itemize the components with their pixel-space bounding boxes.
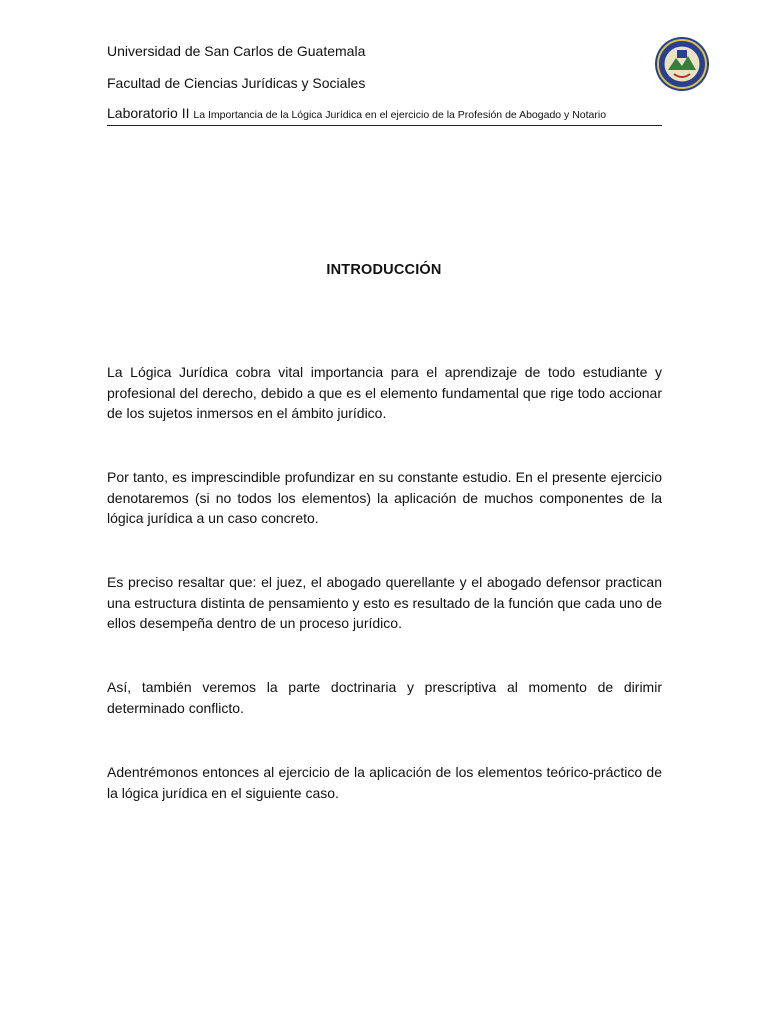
- lab-heading: [107, 104, 662, 126]
- lab-label: Laboratorio II: [107, 105, 190, 121]
- lab-subtitle: La Importancia de la Lógica Jurídica en el ejercicio de la Profesión de Abogado y Notario: [193, 109, 607, 121]
- paragraph: La Lógica Jurídica cobra vital importancia para el aprendizaje de todo estudiante y profesional del derecho, debido a que es el elemento fundamental que rige todo accionar de los sujetos inmersos en el ámbito jurídico.: [107, 364, 662, 421]
- faculty-name: Facultad de Ciencias Jurídicas y Sociales: [107, 75, 366, 91]
- section-title: INTRODUCCIÓN: [326, 262, 442, 278]
- paragraph: Adentrémonos entonces al ejercicio de la aplicación de los elementos teórico-práctico de la lógica jurídica en el siguiente caso.: [107, 764, 662, 801]
- paragraph: Es preciso resaltar que: el juez, el abogado querellante y el abogado defensor practican una estructura distinta de pensamiento y esto es resultado de la función que cada uno de ellos desempeña dentro de un proceso jurídico.: [107, 574, 662, 631]
- university-name: Universidad de San Carlos de Guatemala: [107, 43, 366, 59]
- paragraph: Así, también veremos la parte doctrinaria y prescriptiva al momento de dirimir determinado conflicto.: [107, 679, 662, 716]
- university-seal-icon: [654, 36, 710, 92]
- paragraph: Por tanto, es imprescindible profundizar en su constante estudio. En el presente ejercicio denotaremos (si no todos los elementos) la aplicación de muchos componentes de la lógica jurídica a un caso concreto.: [107, 469, 662, 526]
